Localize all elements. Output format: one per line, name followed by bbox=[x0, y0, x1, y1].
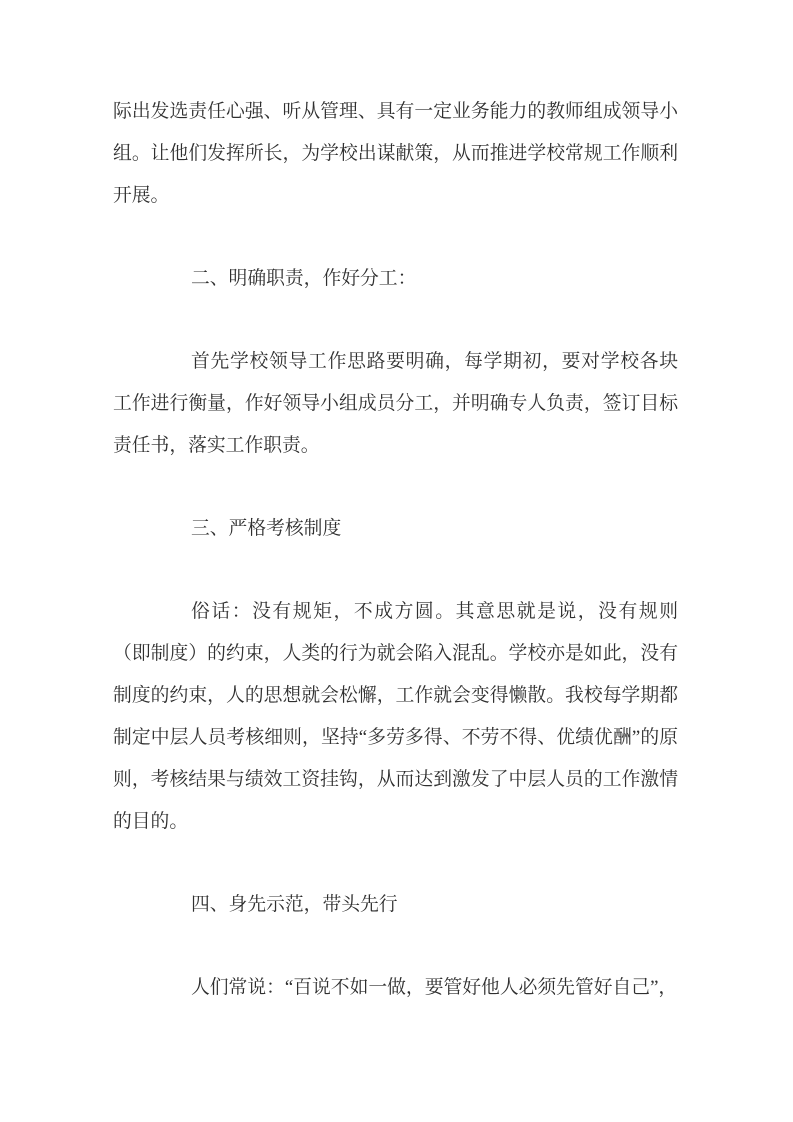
section-heading: 三、严格考核制度 bbox=[191, 518, 342, 539]
document-body bbox=[113, 0, 678, 1009]
paragraph: 际出发选责任心强、听从管理、具有一定业务能力的教师组成领导小组。让他们发挥所长，为学校出谋献策，从而推进学校常规工作顺利开展。 bbox=[113, 101, 678, 206]
paragraph: 首先学校领导工作思路要明确，每学期初，要对学校各块工作进行衡量，作好领导小组成员分工，并明确专人负责，签订目标责任书，落实工作职责。 bbox=[113, 351, 678, 456]
paragraph: 俗话：没有规矩，不成方圆。其意思就是说，没有规则（即制度）的约束，人类的行为就会陷入混乱。学校亦是如此，没有制度的约束，人的思想就会松懈，工作就会变得懒散。我校每学期都制定中层人员考核细则，坚持“多劳多得、不劳不得、优绩优酬”的原则，考核结果与绩效工资挂钩，从而达到激发了中层人员的工作激情的目的。 bbox=[113, 601, 678, 832]
section-heading: 二、明确职责，作好分工： bbox=[191, 268, 417, 289]
section-heading: 四、身先示范，带头先行 bbox=[191, 894, 398, 915]
paragraph: 人们常说：“百说不如一做，要管好他人必须先管好自己”， bbox=[191, 977, 678, 998]
